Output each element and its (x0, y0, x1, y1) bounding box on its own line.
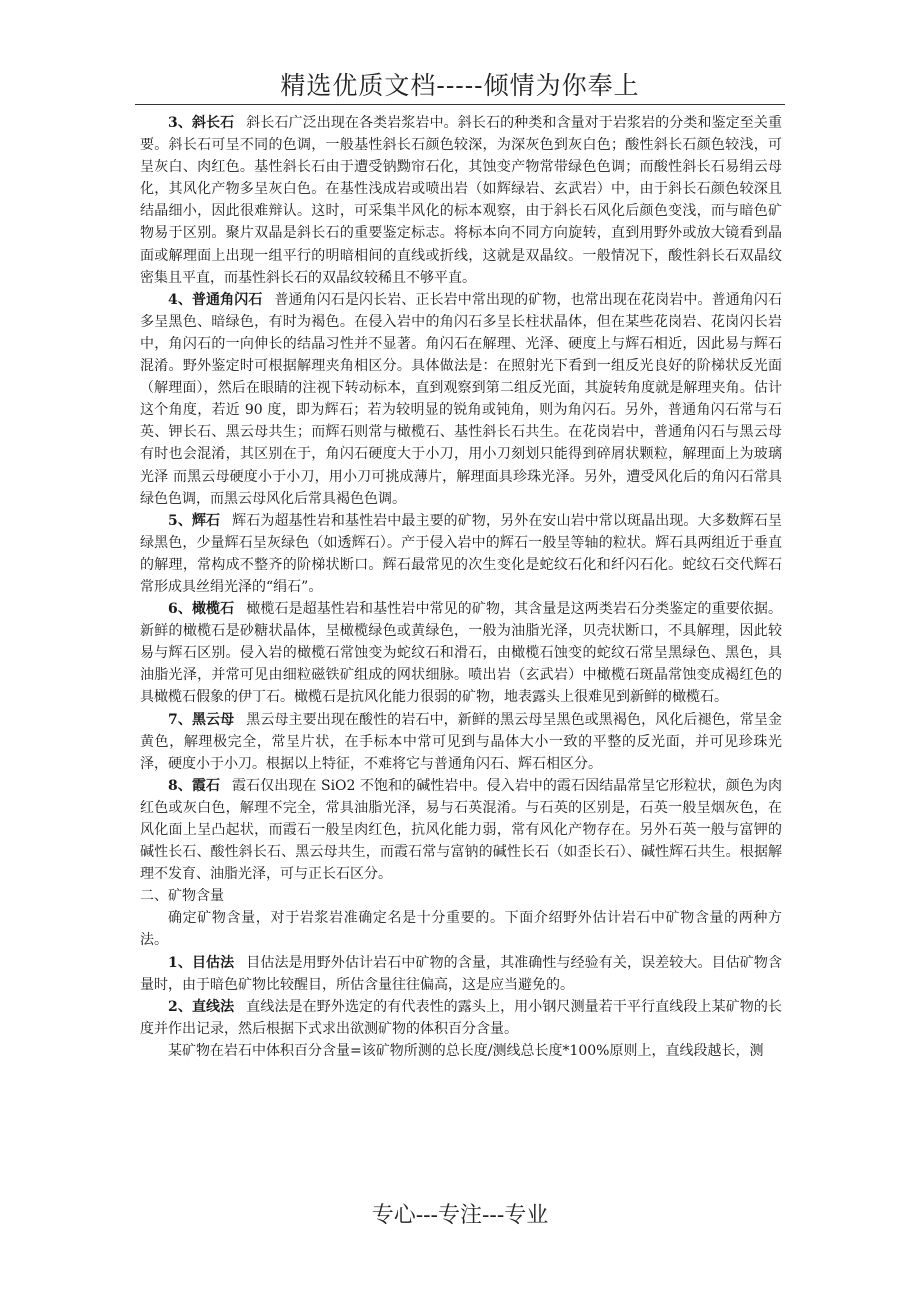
term-label: 5、辉石 (168, 512, 221, 529)
term-label: 1、目估法 (168, 954, 235, 971)
term-label: 7、黑云母 (168, 711, 235, 728)
paragraph-text: 直线法是在野外选定的有代表性的露头上，用小钢尺测量若干平行直线段上某矿物的长度并作出记录，然后根据下式求出欲测矿物的体积百分含量。 (140, 998, 782, 1037)
paragraph-text: 普通角闪石是闪长岩、正长岩中常出现的矿物，也常出现在花岗岩中。普通角闪石多呈黑色、暗绿色，有时为褐色。在侵入岩中的角闪石多呈长柱状晶体，但在某些花岗岩、花岗闪长岩中，角闪石的一向伸长的结晶习性并不显著。角闪石在解理、光泽、硬度上与辉石相近，因此易与辉石混淆。野外鉴定时可根据解理夹角相区分。具体做法是：在照射光下看到一组反光良好的阶梯状反光面（解理面），然后在眼睛的注视下转动标本，直到观察到第二组反光面，其旋转角度就是解理夹角。估计这个角度，若近 90 度，即为辉石；若为较明显的锐角或钝角，则为角闪石。另外，普通角闪石常与石英、钾长石、黑云母共生；而辉石则常与橄榄石、基性斜长石共生。在花岗岩中，普通角闪石与黑云母有时也会混淆，其区别在于，角闪石硬度大于小刀，用小刀刻划只能得到碎屑状颗粒，解理面上为玻璃光泽 而黑云母硬度小于小刀，用小刀可挑成薄片，解理面具珍珠光泽。另外，遭受风化后的角闪石常具绿色色调，而黑云母风化后常具褐色色调。 (140, 291, 782, 507)
paragraph-olivine (140, 598, 782, 708)
paragraph-biotite (140, 709, 782, 775)
term-label: 8、霞石 (168, 777, 221, 794)
paragraph-nepheline (140, 775, 782, 885)
term-label: 2、直线法 (168, 998, 235, 1015)
paragraph-hornblende (140, 289, 782, 510)
term-label: 3、斜长石 (168, 115, 235, 131)
paragraph-text: 斜长石广泛出现在各类岩浆岩中。斜长石的种类和含量对于岩浆岩的分类和鉴定至关重要。斜长石可呈不同的色调，一般基性斜长石颜色较深，为深灰色到灰白色；酸性斜长石颜色较浅，可呈灰白、肉红色。基性斜长石由于遭受钠黝帘石化，其蚀变产物常带绿色色调；而酸性斜长石易绢云母化，其风化产物多呈灰白色。在基性浅成岩或喷出岩（如辉绿岩、玄武岩）中，由于斜长石颜色较深且结晶细小，因此很难辩认。这时，可采集半风化的标本观察，由于斜长石风化后颜色变浅，而与暗色矿物易于区别。聚片双晶是斜长石的重要鉴定标志。将标本向不同方向旋转，直到用野外或放大镜看到晶面或解理面上出现一组平行的明暗相间的直线或折线，这就是双晶纹。一般情况下，酸性斜长石双晶纹密集且平直，而基性斜长石的双晶纹较稀且不够平直。 (140, 115, 782, 286)
paragraph-text: 目估法是用野外估计岩石中矿物的含量，其准确性与经验有关，误差较大。目估矿物含量时，由于暗色矿物比较醒目，所估含量往往偏高，这是应当避免的。 (140, 954, 782, 993)
term-label: 4、普通角闪石 (168, 291, 263, 308)
paragraph-visual-estimate (140, 952, 782, 996)
section-intro: 确定矿物含量，对于岩浆岩准确定名是十分重要的。下面介绍野外估计岩石中矿物含量的两种方法。 (140, 910, 782, 949)
paragraph-line-method (140, 996, 782, 1040)
paragraph-pyroxene (140, 510, 782, 598)
paragraph-text: 霞石仅出现在 SiO2 不饱和的碱性岩中。侵入岩中的霞石因结晶常呈它形粒状，颜色为肉红色或灰白色，解理不完全，常具油脂光泽，易与石英混淆。与石英的区别是，石英一般呈烟灰色，在风化面上呈凸起状，而霞石一般呈肉红色，抗风化能力弱，常有风化产物存在。另外石英一般与富钾的碱性长石、酸性斜长石、黑云母共生，而霞石常与富钠的碱性长石（如歪长石）、碱性辉石共生。根据解理不发育、油脂光泽，可与正长石区分。 (140, 777, 782, 883)
paragraph-formula: 某矿物在岩石中体积百分含量=该矿物所测的总长度/测线总长度*100%原则上，直线段越长，测 (168, 1042, 764, 1059)
paragraph-plagioclase (140, 112, 782, 289)
document-body (140, 112, 782, 1062)
paragraph-text: 黑云母主要出现在酸性的岩石中，新鲜的黑云母呈黑色或黑褐色，风化后褪色，常呈金黄色，解理极完全，常呈片状，在手标本中常可见到与晶体大小一致的平整的反光面，并可见珍珠光泽，硬度小于小刀。根据以上特征，不难将它与普通角闪石、辉石相区分。 (140, 711, 782, 772)
paragraph-text: 橄榄石是超基性岩和基性岩中常见的矿物，其含量是这两类岩石分类鉴定的重要依据。新鲜的橄榄石是砂糖状晶体，呈橄榄绿色或黄绿色，一般为油脂光泽，贝壳状断口，不具解理，因此较易与辉石区别。侵入岩的橄榄石常蚀变为蛇纹石和滑石，由橄榄石蚀变的蛇纹石常呈黑绿色、黑色，具油脂光泽，并常可见由细粒磁铁矿组成的网状细脉。喷出岩（玄武岩）中橄榄石斑晶常蚀变成褐红色的具橄榄石假象的伊丁石。橄榄石是抗风化能力很弱的矿物，地表露头上很难见到新鲜的橄榄石。 (140, 601, 782, 706)
section-heading: 二、矿物含量 (140, 888, 224, 905)
term-label: 6、橄榄石 (168, 601, 235, 618)
page-footer: 专心---专注---专业 (371, 1203, 549, 1228)
paragraph-text: 辉石为超基性岩和基性岩中最主要的矿物，另外在安山岩中常以斑晶出现。大多数辉石呈绿黑色，少量辉石呈灰绿色（如透辉石）。产于侵入岩中的辉石一般呈等轴的粒状。辉石具两组近于垂直的解理，常构成不整齐的阶梯状断口。辉石最常见的次生变化是蛇纹石化和纤闪石化。蛇纹石交代辉石常形成具丝绢光泽的“绢石”。 (140, 512, 782, 595)
page-header: 精选优质文档-----倾情为你奉上 (0, 66, 920, 102)
